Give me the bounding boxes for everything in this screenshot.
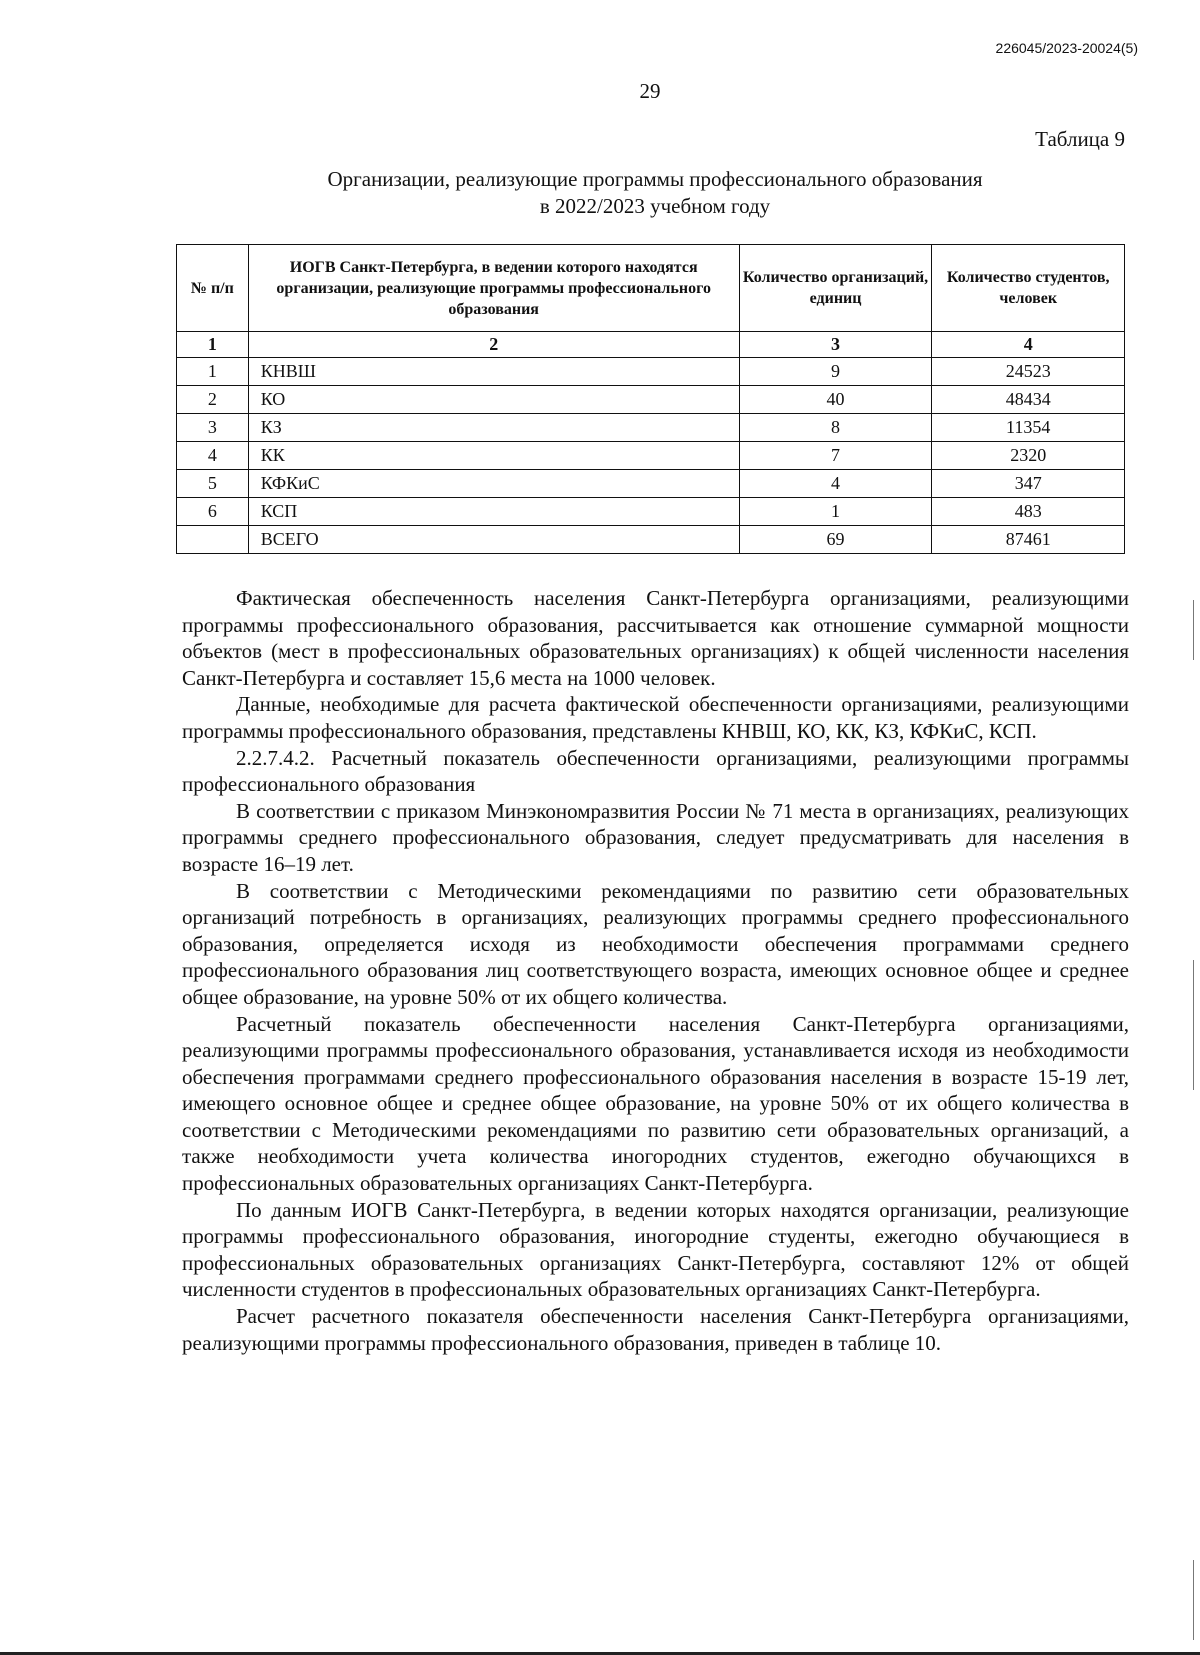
table-row <box>177 386 1125 414</box>
row-authority-cell: КНВШ <box>248 358 739 386</box>
column-index-cell: 3 <box>739 332 932 358</box>
row-authority-cell: КЗ <box>248 414 739 442</box>
row-students-cell: 483 <box>932 498 1125 526</box>
row-number-cell: 3 <box>177 414 249 442</box>
column-index-cell: 2 <box>248 332 739 358</box>
row-number-cell <box>177 526 249 554</box>
paragraph: В соответствии с Методическими рекомендациями по развитию сети образовательных организаций потребность в организациях, реализующих программы среднего профессионального образования, определяется исходя из необходимости обеспечения программами среднего профессионального образования лиц соответствующего возраста, имеющих основное общее и среднее общее образование, на уровне 50% от их общего количества. <box>182 878 1129 1009</box>
row-organizations-cell: 40 <box>739 386 932 414</box>
row-students-cell: 2320 <box>932 442 1125 470</box>
row-authority-cell: КК <box>248 442 739 470</box>
row-students-cell: 11354 <box>932 414 1125 442</box>
table-row <box>177 498 1125 526</box>
row-number-cell: 2 <box>177 386 249 414</box>
row-number-cell: 5 <box>177 470 249 498</box>
column-index-row <box>177 332 1125 358</box>
row-organizations-cell: 4 <box>739 470 932 498</box>
row-students-cell: 347 <box>932 470 1125 498</box>
row-number-cell: 1 <box>177 358 249 386</box>
row-number-cell: 6 <box>177 498 249 526</box>
document-registration-number: 226045/2023-20024(5) <box>995 40 1138 56</box>
row-organizations-cell: 9 <box>739 358 932 386</box>
table-title-line-1: Организации, реализующие программы профессионального образования <box>327 167 983 191</box>
paragraph: Расчет расчетного показателя обеспеченности населения Санкт-Петербурга организациями, реализующими программы профессионального образования, приведен в таблице 10. <box>182 1304 1129 1355</box>
row-number-cell: 4 <box>177 442 249 470</box>
row-organizations-cell: 69 <box>739 526 932 554</box>
table-total-row <box>177 526 1125 554</box>
paragraph: Расчетный показатель обеспеченности населения Санкт-Петербурга организациями, реализующими программы профессионального образования, устанавливается исходя из необходимости обеспечения программами среднего профессионального образования населения в возрасте 15-19 лет, имеющего основное общее и среднее общее образование, на уровне 50% от их общего количества в соответствии с Методическими рекомендациями по развитию сети образовательных организаций, а также необходимости учета количества иногородних студентов, ежегодно обучающихся в профессиональных образовательных организациях Санкт-Петербурга. <box>182 1011 1129 1196</box>
header-organizations-count: Количество организаций, единиц <box>739 245 932 332</box>
table-title-line-2: в 2022/2023 учебном году <box>539 194 771 218</box>
header-authority: ИОГВ Санкт-Петербурга, в ведении которого находятся организации, реализующие программы профессионального образования <box>248 245 739 332</box>
row-authority-cell: ВСЕГО <box>248 526 739 554</box>
table-row <box>177 470 1125 498</box>
table-label: Таблица 9 <box>1035 127 1125 151</box>
column-index-cell: 1 <box>177 332 249 358</box>
row-students-cell: 48434 <box>932 386 1125 414</box>
paragraph: Данные, необходимые для расчета фактической обеспеченности организациями, реализующими программы профессионального образования, представлены КНВШ, КО, КК, КЗ, КФКиС, КСП. <box>182 692 1129 743</box>
table-row <box>177 442 1125 470</box>
table-title <box>180 166 1130 220</box>
table-row <box>177 358 1125 386</box>
paragraph: В соответствии с приказом Минэкономразвития России № 71 места в организациях, реализующих программы среднего профессионального образования, следует предусматривать для населения в возрасте 16–19 лет. <box>182 798 1129 876</box>
row-organizations-cell: 8 <box>739 414 932 442</box>
column-index-cell: 4 <box>932 332 1125 358</box>
row-organizations-cell: 1 <box>739 498 932 526</box>
scan-edge-mark <box>1193 600 1194 660</box>
scan-edge-mark <box>1193 960 1194 1090</box>
paragraph: Фактическая обеспеченность населения Санкт-Петербурга организациями, реализующими программы профессионального образования, рассчитывается как отношение суммарной мощности объектов (мест в профессиональных образовательных организациях) к общей численности населения Санкт-Петербурга и составляет 15,6 места на 1000 человек. <box>182 586 1129 690</box>
row-authority-cell: КСП <box>248 498 739 526</box>
row-organizations-cell: 7 <box>739 442 932 470</box>
row-authority-cell: КФКиС <box>248 470 739 498</box>
row-students-cell: 87461 <box>932 526 1125 554</box>
page-number: 29 <box>639 79 661 103</box>
header-number: № п/п <box>177 245 249 332</box>
table-row <box>177 414 1125 442</box>
body-text <box>182 585 1129 1356</box>
paragraph: По данным ИОГВ Санкт-Петербурга, в ведении которых находятся организации, реализующие программы профессионального образования, иногородние студенты, ежегодно обучающиеся в профессиональных образовательных организациях Санкт-Петербурга, составляют 12% от общей численности студентов в профессиональных образовательных организациях Санкт-Петербурга. <box>182 1197 1129 1302</box>
row-students-cell: 24523 <box>932 358 1125 386</box>
scan-edge-mark <box>1193 1560 1194 1640</box>
section-heading: 2.2.7.4.2. Расчетный показатель обеспеченности организациями, реализующими программы профессионального образования <box>182 745 1129 797</box>
table-header-row <box>177 245 1125 332</box>
row-authority-cell: КО <box>248 386 739 414</box>
organizations-table <box>176 244 1125 554</box>
header-students-count: Количество студентов, человек <box>932 245 1125 332</box>
